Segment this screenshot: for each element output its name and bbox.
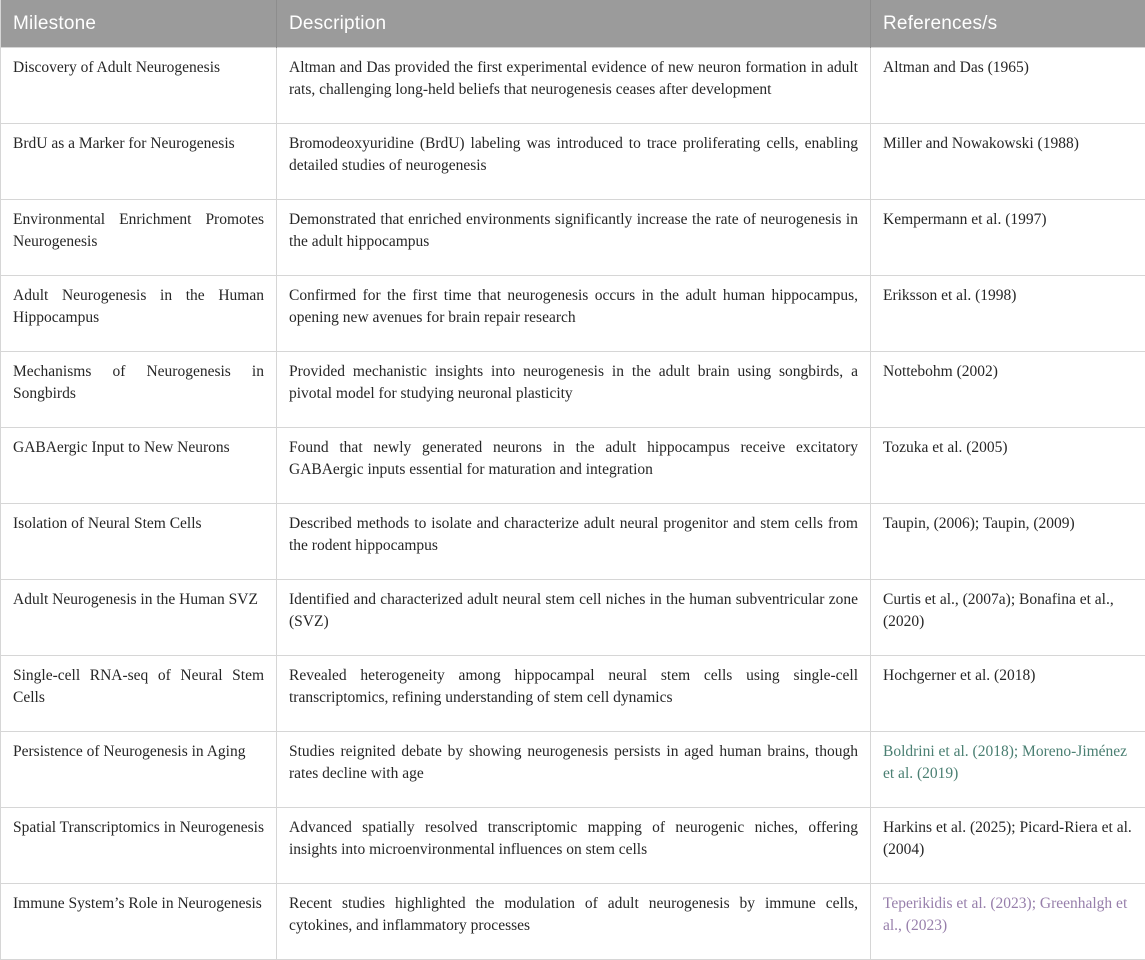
description-cell: Found that newly generated neurons in the adult hippocampus receive excitatory GABAergic inputs essential for maturation and integration (277, 428, 871, 504)
milestone-cell: Mechanisms of Neurogenesis in Songbirds (1, 352, 277, 428)
table-row (1, 808, 1145, 884)
references-cell: Miller and Nowakowski (1988) (871, 124, 1145, 200)
description-cell: Recent studies highlighted the modulation of adult neurogenesis by immune cells, cytokines, and inflammatory processes (277, 884, 871, 960)
table-row (1, 732, 1145, 808)
table-row (1, 656, 1145, 732)
references-cell: Nottebohm (2002) (871, 352, 1145, 428)
description-cell: Revealed heterogeneity among hippocampal neural stem cells using single-cell transcriptomics, refining understanding of stem cell dynamics (277, 656, 871, 732)
column-header-description: Description (277, 0, 871, 48)
column-header-milestone: Milestone (1, 0, 277, 48)
milestone-cell: Adult Neurogenesis in the Human SVZ (1, 580, 277, 656)
table-row (1, 504, 1145, 580)
references-cell: Hochgerner et al. (2018) (871, 656, 1145, 732)
description-cell: Confirmed for the first time that neurogenesis occurs in the adult human hippocampus, opening new avenues for brain repair research (277, 276, 871, 352)
table-row (1, 884, 1145, 960)
references-cell: Curtis et al., (2007a); Bonafina et al., (2020) (871, 580, 1145, 656)
milestone-cell: BrdU as a Marker for Neurogenesis (1, 124, 277, 200)
references-cell (871, 884, 1145, 960)
milestone-cell: Spatial Transcriptomics in Neurogenesis (1, 808, 277, 884)
table-row (1, 48, 1145, 124)
references-cell: Altman and Das (1965) (871, 48, 1145, 124)
table-body (1, 48, 1145, 960)
reference-link[interactable]: Teperikidis et al. (2023); Greenhalgh et al., (2023) (883, 895, 1127, 934)
references-cell: Tozuka et al. (2005) (871, 428, 1145, 504)
header-row (1, 0, 1145, 48)
description-cell: Described methods to isolate and characterize adult neural progenitor and stem cells from the rodent hippocampus (277, 504, 871, 580)
table-row (1, 352, 1145, 428)
table-row (1, 124, 1145, 200)
references-cell: Kempermann et al. (1997) (871, 200, 1145, 276)
reference-link[interactable]: Boldrini et al. (2018); Moreno-Jiménez et al. (2019) (883, 743, 1127, 782)
references-cell: Taupin, (2006); Taupin, (2009) (871, 504, 1145, 580)
milestone-cell: GABAergic Input to New Neurons (1, 428, 277, 504)
description-cell: Bromodeoxyuridine (BrdU) labeling was introduced to trace proliferating cells, enabling detailed studies of neurogenesis (277, 124, 871, 200)
description-cell: Advanced spatially resolved transcriptomic mapping of neurogenic niches, offering insights into microenvironmental influences on stem cells (277, 808, 871, 884)
references-cell (871, 732, 1145, 808)
description-cell: Studies reignited debate by showing neurogenesis persists in aged human brains, though rates decline with age (277, 732, 871, 808)
table-row (1, 580, 1145, 656)
table-header (1, 0, 1145, 48)
milestone-cell: Environmental Enrichment Promotes Neurogenesis (1, 200, 277, 276)
description-cell: Altman and Das provided the first experimental evidence of new neuron formation in adult rats, challenging long-held beliefs that neurogenesis ceases after development (277, 48, 871, 124)
description-cell: Demonstrated that enriched environments significantly increase the rate of neurogenesis in the adult hippocampus (277, 200, 871, 276)
milestone-cell: Isolation of Neural Stem Cells (1, 504, 277, 580)
milestone-cell: Adult Neurogenesis in the Human Hippocampus (1, 276, 277, 352)
description-cell: Identified and characterized adult neural stem cell niches in the human subventricular zone (SVZ) (277, 580, 871, 656)
milestone-cell: Single-cell RNA-seq of Neural Stem Cells (1, 656, 277, 732)
milestone-cell: Immune System’s Role in Neurogenesis (1, 884, 277, 960)
table-row (1, 428, 1145, 504)
references-cell: Harkins et al. (2025); Picard-Riera et al. (2004) (871, 808, 1145, 884)
column-header-references: References/s (871, 0, 1145, 48)
table-row (1, 276, 1145, 352)
milestone-cell: Discovery of Adult Neurogenesis (1, 48, 277, 124)
milestone-cell: Persistence of Neurogenesis in Aging (1, 732, 277, 808)
description-cell: Provided mechanistic insights into neurogenesis in the adult brain using songbirds, a pivotal model for studying neuronal plasticity (277, 352, 871, 428)
references-cell: Eriksson et al. (1998) (871, 276, 1145, 352)
table-row (1, 200, 1145, 276)
